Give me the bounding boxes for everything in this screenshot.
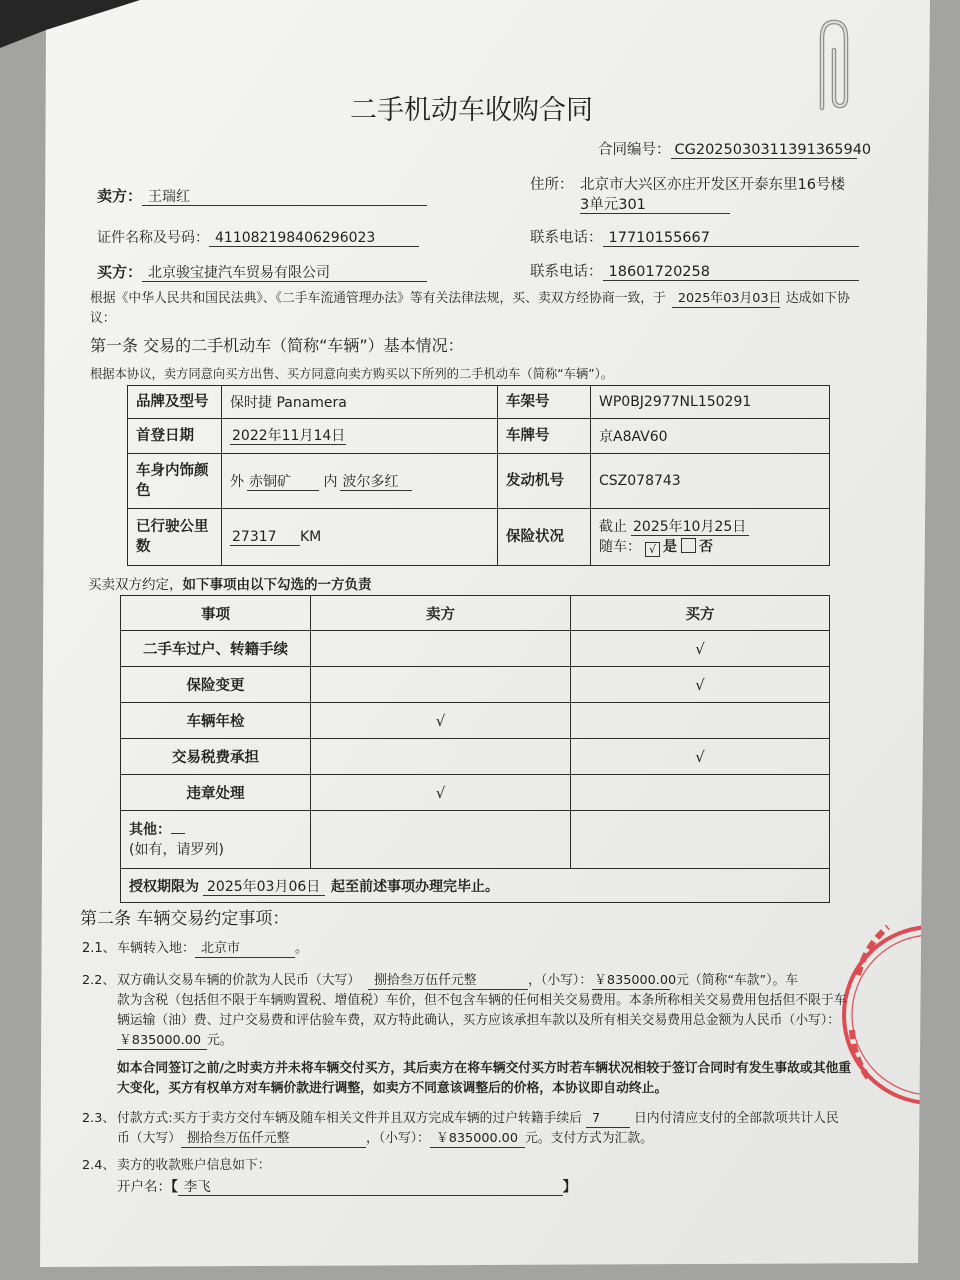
color-label: 车身内饰颜色 [128,454,222,509]
clause-2-4 [82,1157,271,1174]
color-cell [222,454,498,509]
address-line-2-value: 3单元301 [580,197,730,214]
clause-text: 元（简称“车款”）。车 [676,973,799,988]
table-row [121,667,830,703]
checkbox-yes-checked: √ [645,542,660,557]
vehicle-table [127,385,830,566]
buyer-row [97,264,427,282]
clause-2-3-line-2 [117,1130,653,1148]
buyer-phone-row [530,264,859,281]
insurance-cell [591,509,830,566]
price-adjust-line-2: 大变化，买方有权单方对车辆价款进行调整，如卖方不同意该调整后的价格，本协议即自动终止。 [117,1081,668,1096]
table-header-row [121,596,830,631]
row-item: 违章处理 [121,775,311,811]
buyer-phone-label: 联系电话： [530,264,603,280]
engine-value: CSZ078743 [591,454,830,509]
page-title: 二手机动车收购合同 [350,95,593,126]
interior-color: 波尔多红 [340,474,412,491]
vin-value: WP0BJ2977NL150291 [591,386,830,419]
other-seller [311,811,571,869]
clause-text: ，（小写）： [365,1131,430,1146]
seller-check: √ [311,775,571,811]
address-line-1: 北京市大兴区亦庄开发区开泰东里16号楼 [580,177,845,193]
article-1-title: 第一条 交易的二手机动车（简称“车辆”）基本情况： [90,336,464,355]
seller-name: 王瑞红 [142,189,427,206]
seller-check [311,667,571,703]
preamble-text: 根据《中华人民共和国民法典》、《二手车流通管理办法》等有关法律法规，买、卖双方经协商一致，于 [90,291,666,306]
table-row [121,703,830,739]
reg-date-value: 2022年11月14日 [232,427,346,444]
table-row-other [121,811,830,869]
vehicle-row [128,454,830,509]
exterior-color: 赤铜矿 [247,474,319,491]
checkbox-no-empty [681,538,696,553]
article-1-intro: 根据本协议，卖方同意向买方出售、买方同意向卖方购买以下所列的二手机动车（简称“车辆”）。 [90,367,614,381]
contract-number-value: CG2025030311391365940 [671,142,857,159]
destination-label: 车辆转入地： [117,941,196,956]
clause-2-2-line-1 [82,972,798,990]
insurance-expiry-line [599,517,821,537]
with-car-line [599,537,821,557]
contract-number [598,142,872,159]
seller-phone-value: 17710155667 [603,230,859,247]
buyer-check: √ [571,667,830,703]
seller-phone-label: 联系电话： [530,230,603,246]
row-item: 车辆年检 [121,703,311,739]
row-item: 保险变更 [121,667,311,703]
total-in-figures: ￥835000.00 [117,1033,207,1050]
table-row [121,739,830,775]
bracket-close: 】 [562,1179,577,1195]
clause-text: 卖方的收款账户信息如下： [117,1158,271,1173]
no-label: 否 [699,539,713,555]
buyer-label: 买方： [97,263,143,281]
agreement-date: 2025年03月03日 [672,291,780,308]
plate-label: 车牌号 [498,419,591,454]
vehicle-row [128,419,830,454]
seller-check [311,631,571,667]
with-car-label: 随车： [599,539,641,555]
row-item: 交易税费承担 [121,739,311,775]
amount-in-words: 捌拾叁万伍仟元整 [181,1131,366,1148]
clause-text: 双方确认交易车辆的价款为人民币（大写） [117,973,361,988]
other-note: (如有，请罗列) [129,841,224,858]
header-item: 事项 [121,596,311,631]
row-item: 二手车过户、转籍手续 [121,631,311,667]
plate-value: 京A8AV60 [591,419,830,454]
preamble-line-2: 议： [90,311,116,326]
clause-end: 。 [295,941,309,956]
responsibility-intro-a: 买卖双方约定， [88,577,183,593]
clause-number: 2.3、 [82,1111,116,1126]
seller-label: 卖方： [97,187,143,205]
clause-2-2-line-3: 辆运输（油）费、过户交易费和评估验车费，双方特此确认，买方应该承担车款以及所有相关交易费用总金额为人民币（小写）： [117,1013,841,1028]
vehicle-row [128,509,830,566]
interior-prefix: 内 [323,474,338,490]
clause-2-1 [82,940,308,958]
payment-days: 7 [586,1111,630,1128]
clause-text: 日内付清应支付的全部款项共计人民 [634,1111,839,1126]
authorization-cell [121,869,830,903]
buyer-name: 北京骏宝捷汽车贸易有限公司 [142,265,427,282]
other-blank [171,822,185,834]
bracket-open: 【 [171,1179,178,1195]
responsibility-table [120,595,830,903]
other-cell [121,811,311,869]
seller-check [311,739,571,775]
clause-number: 2.4、 [82,1158,116,1173]
amount-in-figures: ￥835000.00 [430,1131,525,1148]
other-label: 其他： [129,821,171,838]
table-row [121,775,830,811]
authorization-date: 2025年03月06日 [203,879,325,896]
buyer-check [571,703,830,739]
insurance-expiry: 2025年10月25日 [631,519,749,536]
clause-text: 元。 [207,1033,233,1048]
insurance-label: 保险状况 [498,509,591,566]
clause-text: 付款方式:买方于卖方交付车辆及随车相关文件并且双方完成车辆的过户转籍手续后 [117,1111,582,1126]
exterior-prefix: 外 [230,474,244,490]
brand-value: 保时捷 Panamera [222,386,498,419]
other-buyer [571,811,830,869]
seller-phone-row [530,230,859,247]
clause-2-2-line-2: 款为含税（包括但不限于车辆购置税、增值税）车价，但不包含车辆的任何相关交易费用。本条所称相关交易费用包括但不限于车 [117,993,847,1008]
clause-text: ，（小写）： [528,973,593,988]
preamble-text-end: 达成如下协 [785,291,850,306]
address-line-2 [580,197,730,214]
seller-id-value: 411082198406296023 [209,230,419,247]
clause-number: 2.2、 [82,973,116,988]
authorization-row [121,869,830,903]
brand-label: 品牌及型号 [128,386,222,419]
destination-value: 北京市 [195,941,295,958]
mileage-cell [222,509,498,566]
header-seller: 卖方 [311,596,571,631]
insurance-prefix: 截止 [599,519,627,535]
authorization-end: 起至前述事项办理完毕止。 [331,878,499,895]
clause-text: 币（大写） [117,1131,181,1146]
clause-2-2-line-4 [117,1032,233,1050]
table-row [121,631,830,667]
clause-number: 2.1、 [82,941,116,956]
seller-check: √ [311,703,571,739]
mileage-unit: KM [300,528,322,545]
buyer-check: √ [571,631,830,667]
mileage-label: 已行驶公里数 [128,509,222,566]
article-2-title: 第二条 车辆交易约定事项： [80,909,290,929]
contract-number-label: 合同编号： [598,142,671,158]
authorization-label: 授权期限为 [129,878,199,895]
clause-2-3-line-1 [82,1110,839,1128]
responsibility-intro-b: 如下事项由以下勾选的一方负责 [182,577,372,593]
buyer-phone-value: 18601720258 [603,264,859,281]
price-in-figures: ￥835000.00 [594,973,677,988]
mileage-value: 27317 [230,529,300,546]
account-name-value: 李飞 [178,1179,563,1196]
engine-label: 发动机号 [498,454,591,509]
vin-label: 车架号 [498,386,591,419]
price-in-words: 捌拾叁万伍仟元整 [368,973,528,990]
buyer-check: √ [571,739,830,775]
address-label: 住所： [530,177,574,193]
reg-date-label: 首登日期 [128,419,222,454]
yes-label: 是 [663,539,677,555]
clause-text: 元。支付方式为汇款。 [524,1131,653,1146]
vehicle-row [128,386,830,419]
account-name-row [117,1179,576,1196]
header-buyer: 买方 [571,596,830,631]
responsibility-intro [88,577,372,594]
price-adjust-line-1: 如本合同签订之前/之时卖方并未将车辆交付买方，其后卖方在将车辆交付买方时若车辆状况相较于签订合同时有发生事故或其他重 [117,1061,852,1076]
seller-id-label: 证件名称及号码： [97,230,209,246]
preamble-line-1 [90,290,850,308]
seller-row [97,188,427,206]
account-name-label: 开户名： [117,1179,171,1195]
reg-date-cell [222,419,498,454]
seller-id-row [97,230,419,247]
buyer-check [571,775,830,811]
